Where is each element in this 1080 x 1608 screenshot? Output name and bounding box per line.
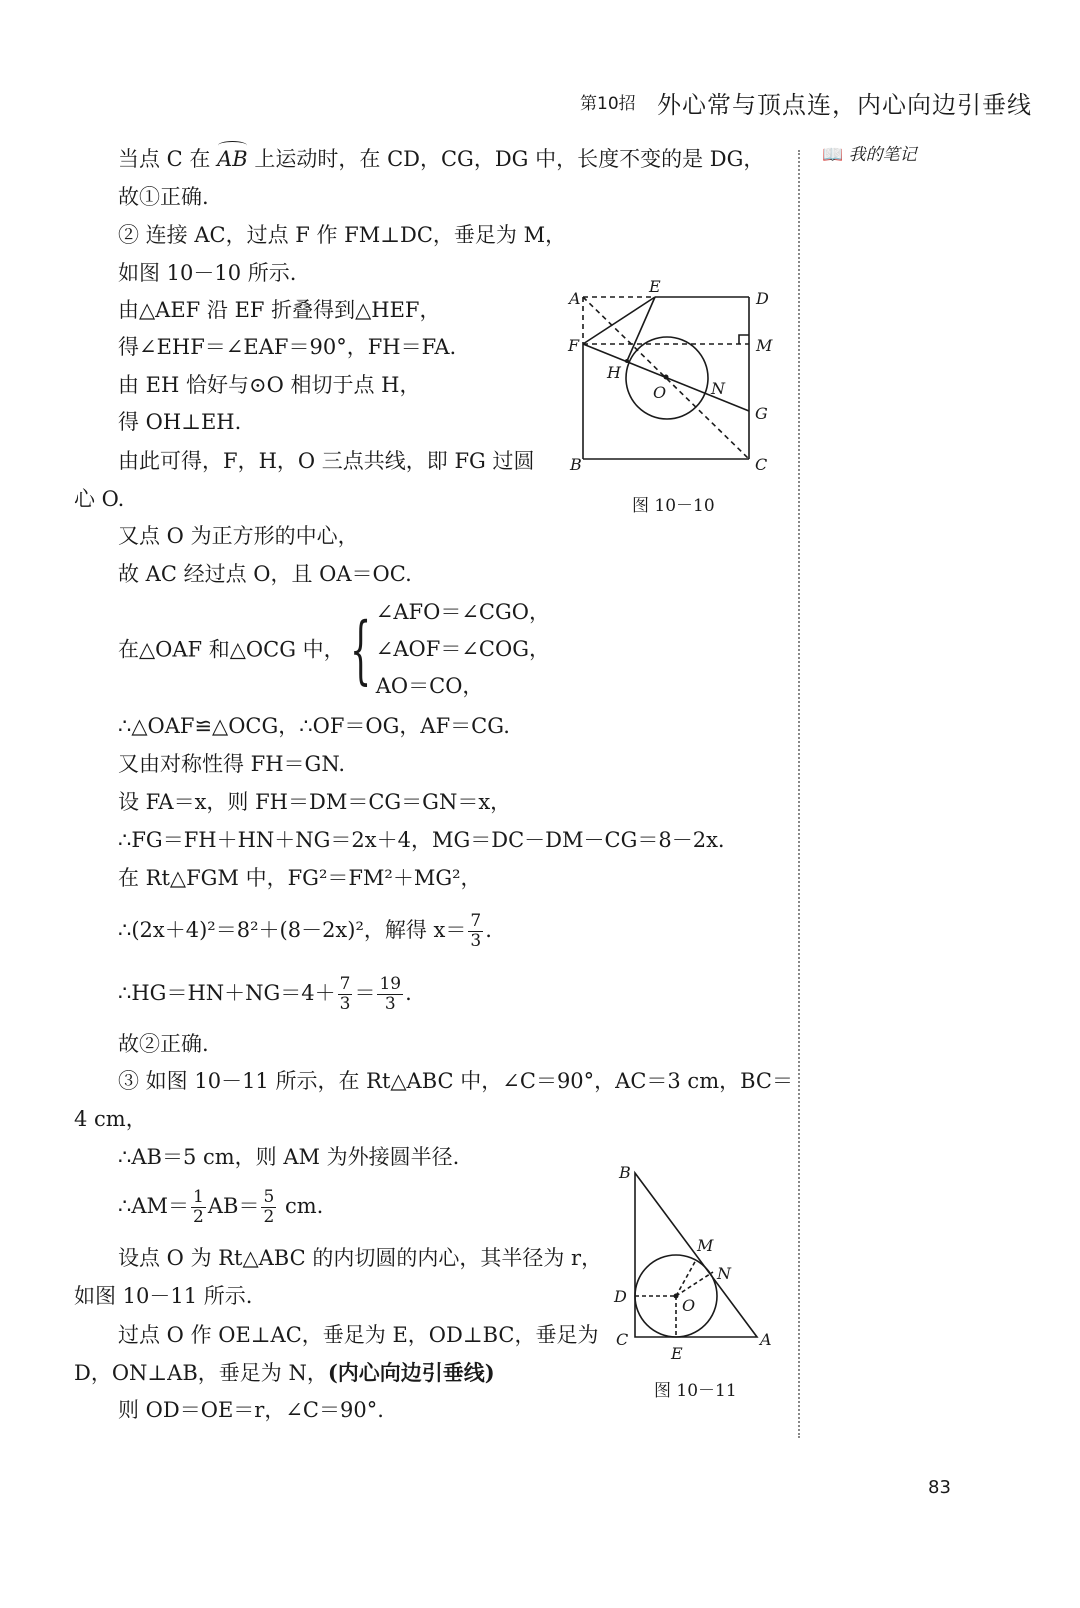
left-brace: { (349, 606, 371, 693)
system-equation: AO＝CO， (375, 674, 484, 698)
label-a: A (569, 289, 581, 308)
text-line: 故②正确. (118, 1032, 209, 1056)
text-line: 又点 O 为正方形的中心， (118, 524, 359, 548)
triangle-abc (635, 1173, 757, 1337)
numerator: 7 (339, 974, 351, 994)
text-segment: ∴AM＝ (118, 1194, 190, 1218)
text-line: 得∠EHF＝∠EAF＝90°，FH＝FA. (118, 335, 457, 359)
arc-ab: AB (217, 147, 248, 171)
label-e: E (671, 1344, 683, 1363)
label-e: E (649, 277, 661, 296)
text-segment: 上运动时，在 CD，CG，DG 中，长度不变的是 DG， (254, 147, 765, 171)
label-n: N (717, 1264, 731, 1283)
chapter-number: 第10招 (580, 94, 636, 114)
text-line: ② 连接 AC，过点 F 作 FM⊥DC，垂足为 M， (118, 223, 567, 247)
text-segment: AB＝ (207, 1194, 260, 1218)
notes-label: 我的笔记 (848, 145, 917, 165)
text-segment: cm. (278, 1194, 324, 1218)
numerator: 7 (470, 911, 482, 931)
text-line: 故①正确. (118, 185, 209, 209)
text-line: 则 OD＝OE＝r，∠C＝90°. (118, 1398, 384, 1422)
text-line: 设 FA＝x，则 FH＝DM＝CG＝GN＝x， (118, 790, 512, 814)
denominator: 2 (193, 1207, 204, 1227)
denominator: 3 (384, 994, 396, 1014)
text-segment: ∴HG＝HN＋NG＝4＋ (118, 981, 336, 1005)
text-line: 如图 10－10 所示. (118, 261, 297, 285)
figure-10-11-caption: 图 10－11 (654, 1381, 737, 1401)
label-h: H (607, 363, 621, 382)
segment-om (676, 1260, 696, 1296)
system-equation: ∠AFO＝∠CGO， (375, 600, 550, 624)
label-d: D (614, 1287, 627, 1306)
numerator: 19 (379, 974, 402, 994)
label-c: C (755, 455, 768, 474)
numerator: 1 (193, 1187, 204, 1207)
text-segment: . (485, 918, 492, 942)
denominator: 2 (263, 1207, 275, 1227)
text-segment: ∴(2x＋4)²＝8²＋(8－2x)²，解得 x＝ (118, 918, 467, 942)
text-line: 如图 10－11 所示. (74, 1284, 253, 1308)
text-line: 4 cm， (74, 1107, 147, 1131)
segment-on (676, 1272, 713, 1296)
label-f: F (568, 336, 580, 355)
system-prefix: 在△OAF 和△OCG 中， (118, 637, 345, 662)
text-line: ∴△OAF≌△OCG，∴OF＝OG，AF＝CG. (118, 714, 510, 738)
denominator: 3 (339, 994, 351, 1014)
text-line: 由△AEF 沿 EF 折叠得到△HEF， (118, 298, 441, 322)
text-line: 由 EH 恰好与⊙O 相切于点 H， (118, 373, 421, 397)
text-line: 设点 O 为 Rt△ABC 的内切圆的内心，其半径为 r， (118, 1246, 603, 1270)
label-a: A (760, 1330, 772, 1349)
numerator: 5 (263, 1187, 275, 1207)
chapter-title: 外心常与顶点连，内心向边引垂线 (657, 91, 1032, 119)
text-line: 由此可得，F，H，O 三点共线，即 FG 过圆 (118, 449, 535, 473)
point-o (664, 375, 669, 380)
label-m: M (697, 1236, 714, 1255)
label-o: O (653, 383, 667, 402)
text-line: ∴FG＝FH＋HN＋NG＝2x＋4，MG＝DC－DM－CG＝8－2x. (118, 828, 725, 852)
label-d: D (756, 289, 769, 308)
label-o: O (682, 1296, 696, 1315)
label-c: C (616, 1330, 629, 1349)
label-b: B (619, 1163, 631, 1182)
bold-note: (内心向边引垂线) (327, 1360, 495, 1385)
text-segment: 当点 C 在 (118, 147, 211, 171)
system-equation: ∠AOF＝∠COG， (375, 637, 550, 661)
text-line: 过点 O 作 OE⊥AC，垂足为 E，OD⊥BC，垂足为 (118, 1323, 599, 1347)
label-g: G (755, 404, 768, 423)
label-n: N (711, 379, 725, 398)
text-line: ③ 如图 10－11 所示，在 Rt△ABC 中，∠C＝90°，AC＝3 cm，BC＝ (118, 1069, 793, 1093)
point-h (625, 359, 629, 363)
text-line: ∴AB＝5 cm，则 AM 为外接圆半径. (118, 1145, 460, 1169)
page-number: 83 (928, 1477, 951, 1498)
denominator: 3 (470, 931, 482, 951)
figure-10-10-caption: 图 10－10 (632, 496, 715, 516)
point-o (674, 1294, 679, 1299)
label-b: B (570, 455, 582, 474)
right-angle-mark (739, 335, 749, 344)
label-m: M (756, 336, 773, 355)
book-icon: 📖 (822, 145, 844, 165)
text-segment: . (405, 981, 412, 1005)
text-segment: D，ON⊥AB，垂足为 N， (74, 1361, 328, 1385)
text-line: 心 O. (74, 487, 125, 511)
text-line: 故 AC 经过点 O，且 OA＝OC. (118, 562, 412, 586)
text-line: 又由对称性得 FH＝GN. (118, 752, 346, 776)
text-line: 得 OH⊥EH. (118, 410, 242, 434)
text-line: 在 Rt△FGM 中，FG²＝FM²＋MG²， (118, 866, 482, 890)
text-segment: ＝ (354, 981, 376, 1005)
